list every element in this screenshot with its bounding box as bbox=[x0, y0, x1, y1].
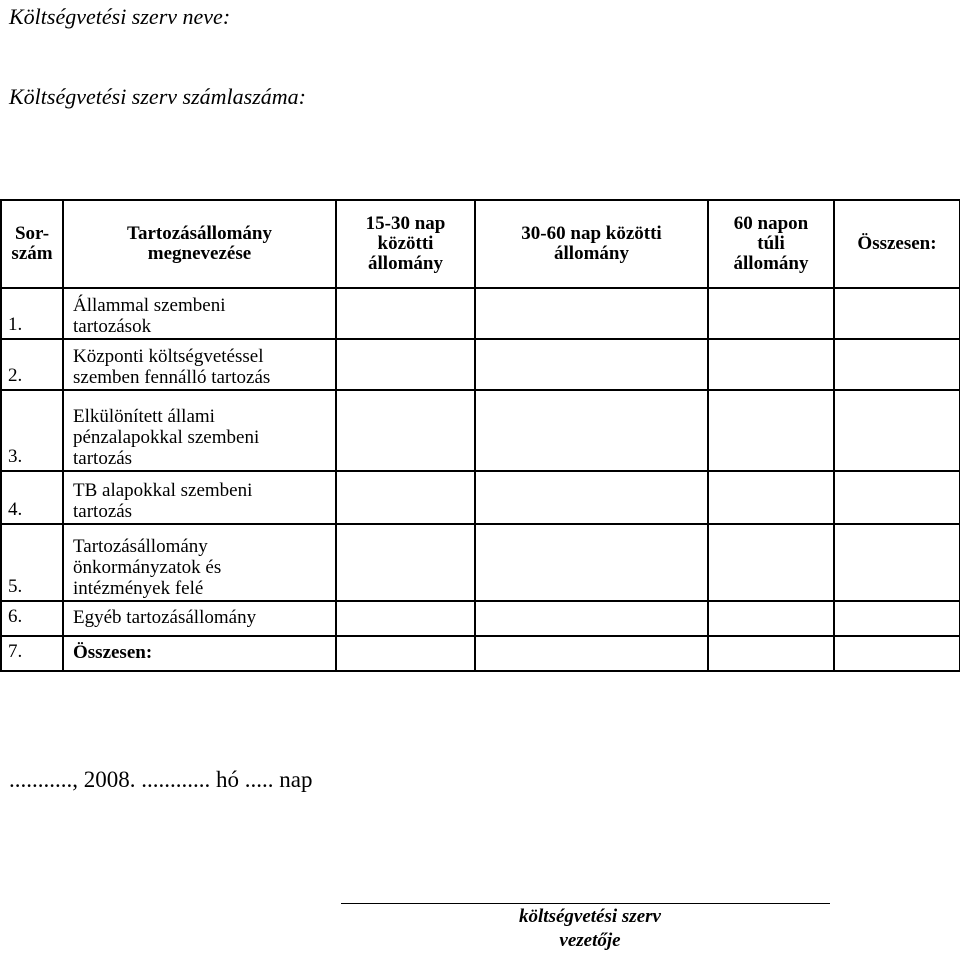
table-row bbox=[1, 339, 960, 390]
cell-d60-plus[interactable] bbox=[708, 288, 834, 339]
header-30-60-days: 30-60 nap közötti állomány bbox=[475, 200, 708, 288]
row-debt-name: Állammal szembeni tartozások bbox=[63, 288, 336, 339]
header-total: Összesen: bbox=[834, 200, 960, 288]
table-header-row bbox=[1, 200, 960, 288]
cell-d15-30[interactable] bbox=[336, 339, 475, 390]
cell-d30-60[interactable] bbox=[475, 636, 708, 671]
date-line: ..........., 2008. ............ hó ..... nap bbox=[9, 767, 313, 792]
signature-label: költségvetési szerv vezetője bbox=[519, 906, 661, 951]
cell-d30-60[interactable] bbox=[475, 339, 708, 390]
cell-d15-30[interactable] bbox=[336, 471, 475, 524]
cell-d15-30[interactable] bbox=[336, 288, 475, 339]
header-15-30-days: 15-30 nap közötti állomány bbox=[336, 200, 475, 288]
signature-line bbox=[341, 903, 830, 904]
row-number: 2. bbox=[1, 339, 63, 390]
table-row bbox=[1, 288, 960, 339]
cell-total[interactable] bbox=[834, 390, 960, 471]
table-row bbox=[1, 524, 960, 601]
cell-d30-60[interactable] bbox=[475, 390, 708, 471]
cell-d15-30[interactable] bbox=[336, 601, 475, 636]
cell-total[interactable] bbox=[834, 471, 960, 524]
row-number: 1. bbox=[1, 288, 63, 339]
row-number: 7. bbox=[1, 636, 63, 671]
table-row bbox=[1, 390, 960, 471]
cell-total[interactable] bbox=[834, 524, 960, 601]
cell-d60-plus[interactable] bbox=[708, 524, 834, 601]
cell-d15-30[interactable] bbox=[336, 390, 475, 471]
row-number: 5. bbox=[1, 524, 63, 601]
cell-d30-60[interactable] bbox=[475, 601, 708, 636]
cell-total[interactable] bbox=[834, 288, 960, 339]
row-debt-name: Elkülönített állami pénzalapokkal szembeni tartozás bbox=[63, 390, 336, 471]
cell-d60-plus[interactable] bbox=[708, 636, 834, 671]
header-over-60-days: 60 napon túli állomány bbox=[708, 200, 834, 288]
org-name-label: Költségvetési szerv neve: bbox=[9, 4, 231, 29]
cell-d30-60[interactable] bbox=[475, 471, 708, 524]
cell-total[interactable] bbox=[834, 636, 960, 671]
row-debt-name: Központi költségvetéssel szemben fennálló tartozás bbox=[63, 339, 336, 390]
cell-d30-60[interactable] bbox=[475, 524, 708, 601]
cell-d60-plus[interactable] bbox=[708, 471, 834, 524]
cell-total[interactable] bbox=[834, 339, 960, 390]
row-number: 4. bbox=[1, 471, 63, 524]
row-number: 6. bbox=[1, 601, 63, 636]
table-row bbox=[1, 471, 960, 524]
cell-d60-plus[interactable] bbox=[708, 390, 834, 471]
header-debt-name: Tartozásállomány megnevezése bbox=[63, 200, 336, 288]
row-debt-name: TB alapokkal szembeni tartozás bbox=[63, 471, 336, 524]
cell-total[interactable] bbox=[834, 601, 960, 636]
header-serial-number: Sor- szám bbox=[1, 200, 63, 288]
debt-table bbox=[0, 199, 960, 672]
row-number: 3. bbox=[1, 390, 63, 471]
cell-d60-plus[interactable] bbox=[708, 339, 834, 390]
table-row bbox=[1, 636, 960, 671]
cell-d60-plus[interactable] bbox=[708, 601, 834, 636]
table-row bbox=[1, 601, 960, 636]
cell-d30-60[interactable] bbox=[475, 288, 708, 339]
row-debt-name: Egyéb tartozásállomány bbox=[63, 601, 336, 636]
row-debt-name: Tartozásállomány önkormányzatok és intézmények felé bbox=[63, 524, 336, 601]
row-debt-name: Összesen: bbox=[63, 636, 336, 671]
cell-d15-30[interactable] bbox=[336, 636, 475, 671]
cell-d15-30[interactable] bbox=[336, 524, 475, 601]
account-number-label: Költségvetési szerv számlaszáma: bbox=[9, 84, 306, 109]
